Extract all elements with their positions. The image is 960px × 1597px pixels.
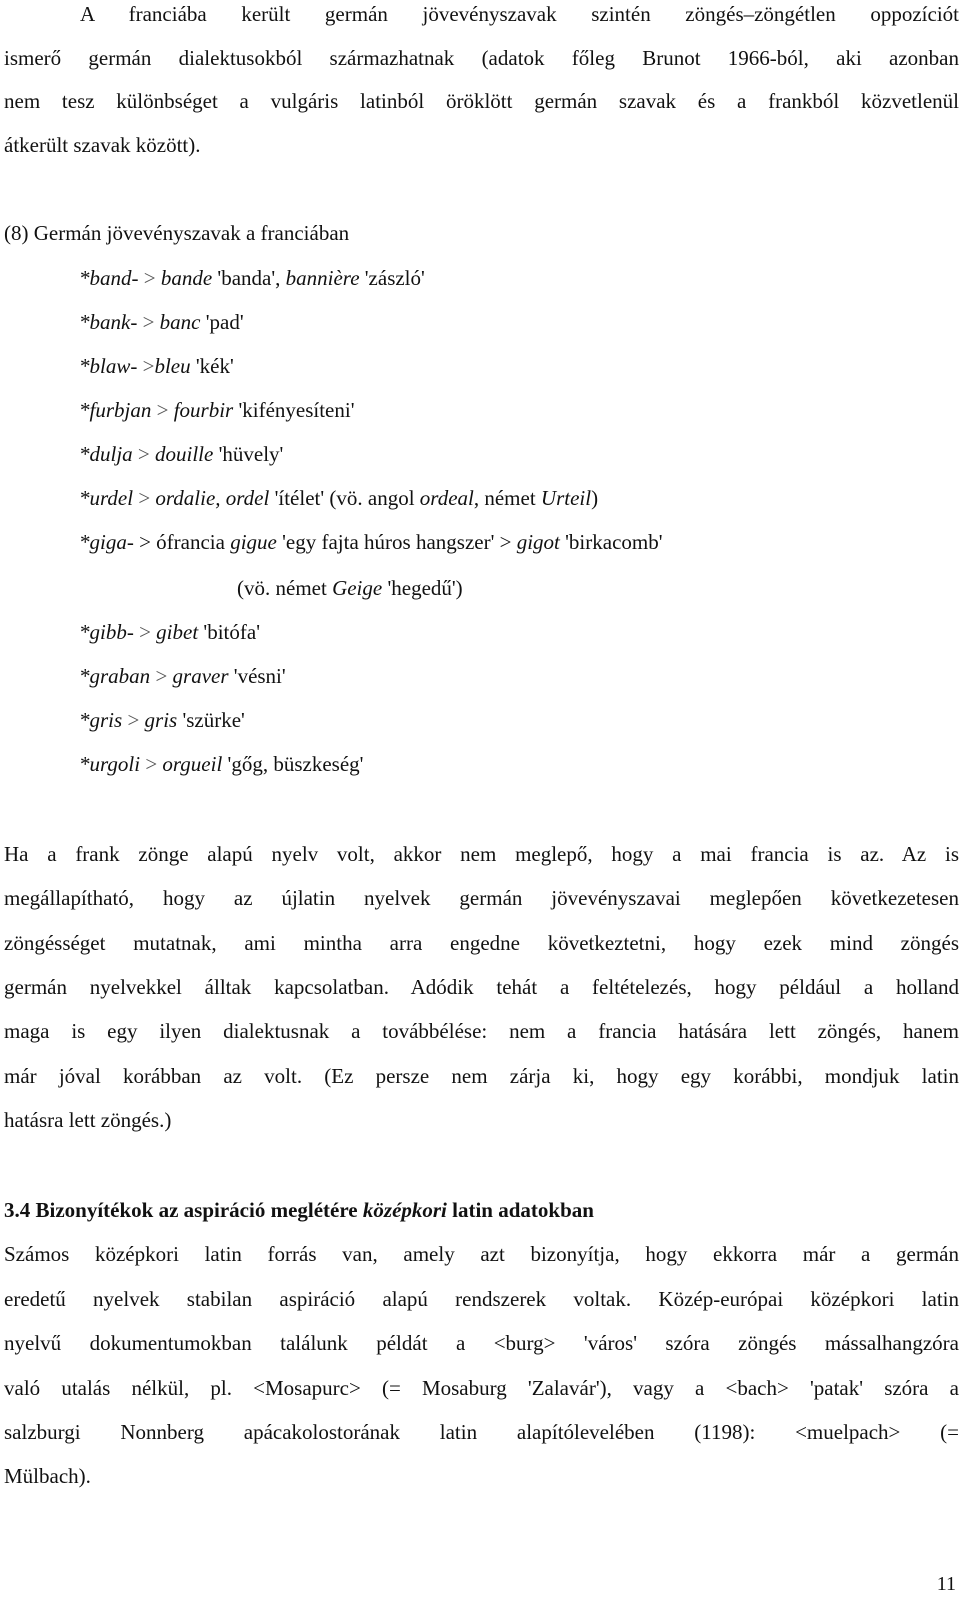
intro-line-3: nem tesz különbséget a vulgáris latinból öröklött germán szavak és a frankból közvetlenül: [4, 89, 959, 113]
para3-line-5: salzburgi Nonnberg apácakolostorának latin alapítólevelében (1198): <muelpach> (=: [4, 1420, 959, 1444]
french-form: orgueil: [162, 752, 223, 776]
example-entry: *band- > bande 'banda', bannière 'zászló': [79, 266, 425, 290]
germanic-form: *urgoli: [79, 752, 141, 776]
german-form: Urteil: [540, 486, 592, 510]
french-form: bande: [160, 266, 213, 290]
example-entry: *urdel > ordalie, ordel 'ítélet' (vö. angol ordeal, német Urteil): [79, 486, 599, 510]
french-form: gigot: [516, 530, 560, 554]
para3-line-1: Számos középkori latin forrás van, amely azt bizonyítja, hogy ekkorra már a germán: [4, 1242, 959, 1266]
page-number: 11: [936, 1573, 956, 1595]
para2-line-1: Ha a frank zönge alapú nyelv volt, akkor nem meglepő, hogy a mai francia is az. Az is: [4, 842, 959, 866]
french-form: banc: [159, 310, 201, 334]
example-entry: *furbjan > fourbir 'kifényesíteni': [79, 398, 355, 422]
example-entry: *dulja > douille 'hüvely': [79, 442, 284, 466]
example-entry-continuation: (vö. német Geige 'hegedű'): [237, 576, 463, 600]
germanic-form: *bank-: [79, 310, 138, 334]
para2-line-5: maga is egy ilyen dialektusnak a továbbélése: nem a francia hatására lett zöngés, hanem: [4, 1019, 959, 1043]
para3-line-6: Mülbach).: [4, 1464, 91, 1488]
french-form: douille: [155, 442, 214, 466]
germanic-form: *graban: [79, 664, 151, 688]
germanic-form: *furbjan: [79, 398, 152, 422]
para3-line-3: nyelvű dokumentumokban találunk példát a <burg> 'város' szóra zöngés mássalhangzóra: [4, 1331, 959, 1355]
example-entry: *gibb- > gibet 'bitófa': [79, 620, 260, 644]
germanic-form: *gris: [79, 708, 123, 732]
germanic-form: *gibb-: [79, 620, 134, 644]
example-caption: (8) Germán jövevényszavak a franciában: [4, 221, 350, 245]
germanic-form: *urdel: [79, 486, 134, 510]
german-form: Geige: [332, 576, 383, 600]
example-entry: *bank- > banc 'pad': [79, 310, 244, 334]
french-form: graver: [172, 664, 229, 688]
example-entry: *graban > graver 'vésni': [79, 664, 286, 688]
english-form: ordeal: [419, 486, 474, 510]
example-entry: *giga- > ófrancia gigue 'egy fajta húros hangszer' > gigot 'birkacomb': [79, 530, 663, 554]
intro-line-2: ismerő germán dialektusokból származhatnak (adatok főleg Brunot 1966-ból, aki azonban: [4, 46, 959, 70]
para2-line-7: hatásra lett zöngés.): [4, 1108, 172, 1132]
germanic-form: *band-: [79, 266, 139, 290]
french-form: bleu: [154, 354, 191, 378]
para2-line-2: megállapítható, hogy az újlatin nyelvek germán jövevényszavai meglepően következetesen: [4, 886, 959, 910]
para2-line-4: germán nyelvekkel álltak kapcsolatban. Adódik tehát a feltételezés, hogy például a holland: [4, 975, 959, 999]
para3-line-2: eredetű nyelvek stabilan aspiráció alapú rendszerek voltak. Közép-európai középkori latin: [4, 1287, 959, 1311]
para3-line-4: való utalás nélkül, pl. <Mosapurc> (= Mosaburg 'Zalavár'), vagy a <bach> 'patak' szóra a: [4, 1376, 959, 1400]
intro-line-4: átkerült szavak között).: [4, 133, 201, 157]
germanic-form: *blaw-: [79, 354, 138, 378]
section-heading: 3.4 Bizonyítékok az aspiráció meglétére középkori latin adatokban: [4, 1198, 594, 1222]
example-entry: *blaw- >bleu 'kék': [79, 354, 234, 378]
french-form: bannière: [285, 266, 360, 290]
example-entry: *urgoli > orgueil 'gőg, büszkeség': [79, 752, 364, 776]
french-form: ordalie, ordel: [155, 486, 270, 510]
french-form: gigue: [230, 530, 277, 554]
french-form: gibet: [156, 620, 199, 644]
intro-line-1: A franciába került germán jövevényszavak szintén zöngés–zöngétlen oppozíciót: [80, 2, 959, 26]
french-form: fourbir: [173, 398, 234, 422]
germanic-form: *dulja: [79, 442, 133, 466]
germanic-form: *giga-: [79, 530, 134, 554]
section-number: 3.4: [4, 1198, 31, 1222]
para2-line-3: zöngésséget mutatnak, ami mintha arra engedne következtetni, hogy ezek mind zöngés: [4, 931, 959, 955]
french-form: gris: [144, 708, 178, 732]
para2-line-6: már jóval korábban az volt. (Ez persze nem zárja ki, hogy egy korábbi, mondjuk latin: [4, 1064, 959, 1088]
example-entry: *gris > gris 'szürke': [79, 708, 245, 732]
